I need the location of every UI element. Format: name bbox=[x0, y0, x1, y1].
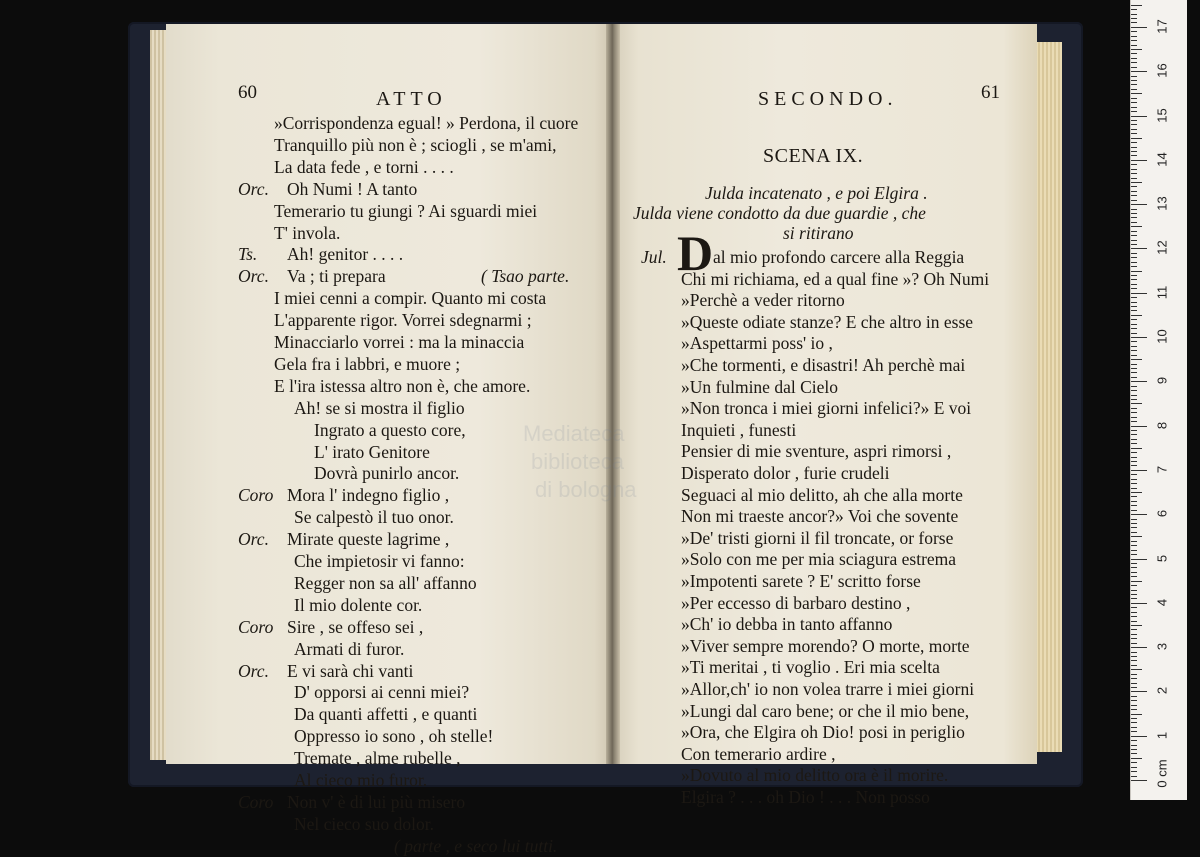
ruler-tick bbox=[1131, 36, 1137, 37]
ruler-tick bbox=[1131, 616, 1137, 617]
verse-line: »Impotenti sarete ? E' scritto forse bbox=[681, 571, 921, 591]
ruler-tick bbox=[1131, 598, 1137, 599]
ruler-tick bbox=[1131, 448, 1142, 449]
ruler-tick bbox=[1131, 22, 1137, 23]
ruler-tick bbox=[1131, 647, 1147, 648]
ruler-tick bbox=[1131, 474, 1137, 475]
ruler-tick bbox=[1131, 337, 1147, 338]
verse-line: Ah! genitor . . . . bbox=[287, 244, 404, 265]
ruler-tick bbox=[1131, 426, 1147, 427]
verse-line: La data fede , e torni . . . . bbox=[274, 156, 454, 177]
verse-line: »De' tristi giorni il fil troncate, or forse bbox=[681, 527, 954, 548]
ruler-tick bbox=[1131, 572, 1137, 573]
verse-line: Pensier di mie sventure, aspri rimorsi , bbox=[681, 441, 952, 462]
ruler-number: 6 bbox=[1154, 510, 1170, 518]
ruler-tick bbox=[1131, 129, 1137, 130]
ruler-tick bbox=[1131, 76, 1137, 77]
page-number-left: 60 bbox=[238, 82, 257, 103]
ruler-tick bbox=[1131, 319, 1137, 320]
ruler-tick bbox=[1131, 248, 1147, 249]
running-head-right: SECONDO. bbox=[758, 88, 898, 110]
stage-direction: ( Tsao parte. bbox=[481, 266, 570, 287]
verse-line: D' opporsi ai cenni miei? bbox=[294, 682, 470, 703]
verse-line: Nel cieco suo dolor. bbox=[294, 813, 434, 834]
verse-line: Mirate queste lagrime , bbox=[287, 529, 450, 550]
ruler-tick bbox=[1131, 209, 1137, 210]
ruler-tick bbox=[1131, 58, 1137, 59]
ruler-tick bbox=[1131, 222, 1137, 223]
ruler-tick bbox=[1131, 621, 1137, 622]
ruler-tick bbox=[1131, 178, 1137, 179]
ruler-tick bbox=[1131, 452, 1137, 453]
verse-line: Non v' è di lui più misero bbox=[287, 791, 466, 812]
speaker-label: Coro bbox=[238, 791, 274, 812]
speaker-label: Coro bbox=[238, 485, 274, 506]
verse-line: Al cieco mio furor. bbox=[294, 770, 428, 790]
drop-cap: D bbox=[677, 225, 714, 281]
ruler-tick bbox=[1131, 62, 1137, 63]
speaker-label: Orc. bbox=[238, 529, 269, 550]
ruler-tick bbox=[1131, 395, 1137, 396]
ruler-tick bbox=[1131, 9, 1137, 10]
ruler-tick bbox=[1131, 527, 1137, 528]
stage-direction: Julda viene condotto da due guardie , che bbox=[633, 203, 926, 223]
ruler-tick bbox=[1131, 709, 1137, 710]
speaker-label: Coro bbox=[238, 616, 274, 637]
ruler-tick bbox=[1131, 496, 1137, 497]
ruler-tick bbox=[1131, 160, 1147, 161]
ruler-tick bbox=[1131, 417, 1137, 418]
verse-line: Da quanti affetti , e quanti bbox=[294, 704, 478, 725]
ruler-tick bbox=[1131, 638, 1137, 639]
verse-line: Regger non sa all' affanno bbox=[294, 572, 477, 593]
ruler-tick bbox=[1131, 483, 1137, 484]
ruler-tick bbox=[1131, 563, 1137, 564]
ruler-tick bbox=[1131, 333, 1137, 334]
running-head-left: ATTO bbox=[376, 88, 447, 110]
ruler-tick bbox=[1131, 235, 1137, 236]
verse-line: Oppresso io sono , oh stelle! bbox=[294, 726, 494, 747]
ruler-tick bbox=[1131, 328, 1137, 329]
ruler-tick bbox=[1131, 590, 1137, 591]
ruler-tick bbox=[1131, 147, 1137, 148]
ruler-tick bbox=[1131, 505, 1137, 506]
ruler-tick bbox=[1131, 217, 1137, 218]
ruler-unit-label: 0 cm bbox=[1154, 759, 1170, 788]
verse-line: »Aspettarmi poss' io , bbox=[681, 333, 833, 354]
ruler-tick bbox=[1131, 683, 1137, 684]
verse-line: E vi sarà chi vanti bbox=[287, 660, 414, 681]
ruler-tick bbox=[1131, 457, 1137, 458]
left-page bbox=[166, 24, 612, 856]
scene-title: SCENA IX. bbox=[763, 145, 864, 167]
page-number-right: 61 bbox=[981, 82, 1000, 103]
ruler-tick bbox=[1131, 612, 1137, 613]
ruler-tick bbox=[1131, 696, 1137, 697]
ruler-tick bbox=[1131, 226, 1142, 227]
verse-line: I miei cenni a compir. Quanto mi costa bbox=[274, 288, 547, 309]
verse-line: T' invola. bbox=[274, 222, 341, 243]
ruler-tick bbox=[1131, 386, 1137, 387]
ruler-tick bbox=[1131, 665, 1137, 666]
ruler-tick bbox=[1131, 678, 1137, 679]
ruler-tick bbox=[1131, 204, 1147, 205]
ruler-tick bbox=[1131, 705, 1137, 706]
ruler-tick bbox=[1131, 492, 1142, 493]
ruler-tick bbox=[1131, 514, 1147, 515]
speaker-label: Orc. bbox=[238, 660, 269, 681]
ruler-number: 17 bbox=[1154, 19, 1170, 34]
verse-line: Chi mi richiama, ed a qual fine »? Oh Numi bbox=[681, 268, 990, 289]
ruler-tick bbox=[1131, 545, 1137, 546]
ruler-tick bbox=[1131, 585, 1137, 586]
ruler-number: 1 bbox=[1154, 731, 1170, 739]
verse-line: Gela fra i labbri, e muore ; bbox=[274, 353, 461, 374]
ruler-number: 12 bbox=[1154, 240, 1170, 256]
verse-line: Inquieti , funesti bbox=[681, 419, 797, 440]
ruler-tick bbox=[1131, 186, 1137, 187]
ruler-tick bbox=[1131, 634, 1137, 635]
ruler-tick bbox=[1131, 576, 1137, 577]
verse-line: »Un fulmine dal Cielo bbox=[681, 376, 838, 397]
ruler-tick bbox=[1131, 727, 1137, 728]
ruler-tick bbox=[1131, 731, 1137, 732]
verse-line: Disperato dolor , furie crudeli bbox=[681, 463, 890, 483]
ruler-tick bbox=[1131, 399, 1137, 400]
verse-line: Sire , se offeso sei , bbox=[287, 616, 424, 637]
ruler-tick bbox=[1131, 5, 1142, 6]
ruler-tick bbox=[1131, 200, 1137, 201]
ruler-tick bbox=[1131, 306, 1137, 307]
ruler-tick bbox=[1131, 501, 1137, 502]
verse-line: Va ; ti prepara bbox=[287, 266, 386, 287]
verse-line: »Viver sempre morendo? O morte, morte bbox=[681, 635, 970, 656]
verse-line: Minacciarlo vorrei : ma la minaccia bbox=[274, 332, 525, 352]
ruler-tick bbox=[1131, 310, 1137, 311]
verse-line: Se calpestò il tuo onor. bbox=[294, 507, 454, 528]
ruler-tick bbox=[1131, 341, 1137, 342]
ruler-tick bbox=[1131, 124, 1137, 125]
book-gutter bbox=[606, 24, 620, 764]
verse-line: Tremate , alme rubelle , bbox=[294, 748, 461, 769]
ruler-tick bbox=[1131, 293, 1147, 294]
ruler-tick bbox=[1131, 652, 1137, 653]
ruler-tick bbox=[1131, 315, 1142, 316]
ruler-tick bbox=[1131, 169, 1137, 170]
verse-line: »Per eccesso di barbaro destino , bbox=[681, 592, 911, 613]
ruler-tick bbox=[1131, 740, 1137, 741]
ruler-tick bbox=[1131, 173, 1137, 174]
verse-line: »Perchè a veder ritorno bbox=[681, 290, 845, 311]
ruler-tick bbox=[1131, 722, 1137, 723]
stage-direction: ( parte , e seco lui tutti. bbox=[394, 835, 558, 856]
verse-line: »Solo con me per mia sciagura estrema bbox=[681, 549, 957, 570]
ruler-tick bbox=[1131, 674, 1137, 675]
ruler-tick bbox=[1131, 324, 1137, 325]
ruler-tick bbox=[1131, 687, 1137, 688]
verse-line: Elgira ? . . . oh Dio ! . . . Non posso bbox=[681, 787, 930, 807]
ruler-tick bbox=[1131, 244, 1137, 245]
verse-line: Seguaci al mio delitto, ah che alla morte bbox=[681, 484, 963, 505]
ruler-tick bbox=[1131, 656, 1137, 657]
ruler-tick bbox=[1131, 262, 1137, 263]
ruler-tick bbox=[1131, 359, 1142, 360]
ruler-tick bbox=[1131, 519, 1137, 520]
verse-line: »Corrispondenza egual! » Perdona, il cuore bbox=[274, 113, 579, 133]
ruler-tick bbox=[1131, 355, 1137, 356]
ruler-number: 10 bbox=[1154, 329, 1170, 344]
ruler-number: 5 bbox=[1154, 554, 1170, 562]
ruler-tick bbox=[1131, 93, 1142, 94]
ruler-tick bbox=[1131, 164, 1137, 165]
ruler-tick bbox=[1131, 767, 1137, 768]
verse-line: Oh Numi ! A tanto bbox=[287, 178, 418, 199]
ruler-tick bbox=[1131, 749, 1137, 750]
ruler-tick bbox=[1131, 67, 1137, 68]
ruler-tick bbox=[1131, 266, 1137, 267]
ruler-tick bbox=[1131, 594, 1137, 595]
ruler-tick bbox=[1131, 98, 1137, 99]
ruler-tick bbox=[1131, 284, 1137, 285]
verse-line: Dovrà punirlo ancor. bbox=[314, 463, 460, 484]
ruler-tick bbox=[1131, 120, 1137, 121]
ruler-tick bbox=[1131, 714, 1142, 715]
ruler-tick bbox=[1131, 536, 1142, 537]
ruler-tick bbox=[1131, 372, 1137, 373]
verse-line: Tranquillo più non è ; sciogli , se m'ami, bbox=[274, 134, 557, 155]
stage-direction: si ritirano bbox=[783, 223, 854, 243]
ruler-tick bbox=[1131, 643, 1137, 644]
verse-line: Armati di furor. bbox=[294, 638, 405, 659]
verse-line: Che impietosir vi fanno: bbox=[294, 551, 465, 571]
ruler-tick bbox=[1131, 89, 1137, 90]
ruler-tick bbox=[1131, 155, 1137, 156]
ruler-number: 3 bbox=[1154, 642, 1170, 651]
verse-line: »Ch' io debba in tanto affanno bbox=[681, 614, 893, 635]
ruler-tick bbox=[1131, 470, 1147, 471]
ruler-tick bbox=[1131, 84, 1137, 85]
ruler-tick bbox=[1131, 439, 1137, 440]
ruler-tick bbox=[1131, 412, 1137, 413]
stage-direction: Julda incatenato , e poi Elgira . bbox=[705, 183, 928, 203]
verse-line: »Ora, che Elgira oh Dio! posi in periglio bbox=[681, 722, 965, 743]
ruler-tick bbox=[1131, 718, 1137, 719]
measurement-ruler bbox=[1130, 0, 1187, 800]
ruler-tick bbox=[1131, 102, 1137, 103]
ruler-tick bbox=[1131, 31, 1137, 32]
ruler-tick bbox=[1131, 691, 1147, 692]
ruler-number: 2 bbox=[1154, 687, 1170, 695]
ruler-tick bbox=[1131, 191, 1137, 192]
ruler-tick bbox=[1131, 297, 1137, 298]
ruler-tick bbox=[1131, 27, 1147, 28]
ruler-tick bbox=[1131, 554, 1137, 555]
ruler-tick bbox=[1131, 581, 1142, 582]
speaker-label: Orc. bbox=[238, 178, 269, 199]
ruler-tick bbox=[1131, 142, 1137, 143]
verse-line: »Non tronca i miei giorni infelici?» E voi bbox=[681, 398, 972, 419]
ruler-tick bbox=[1131, 40, 1137, 41]
verse-line: »Che tormenti, e disastri! Ah perchè mai bbox=[681, 355, 966, 375]
ruler-number: 13 bbox=[1154, 196, 1170, 211]
right-page bbox=[613, 24, 1037, 807]
ruler-tick bbox=[1131, 736, 1147, 737]
ruler-tick bbox=[1131, 346, 1137, 347]
ruler-tick bbox=[1131, 776, 1137, 777]
ruler-tick bbox=[1131, 488, 1137, 489]
ruler-tick bbox=[1131, 629, 1137, 630]
ruler-tick bbox=[1131, 138, 1142, 139]
ruler-tick bbox=[1131, 660, 1137, 661]
ruler-number: 16 bbox=[1154, 63, 1170, 78]
ruler-tick bbox=[1131, 523, 1137, 524]
ruler-number: 14 bbox=[1154, 152, 1170, 167]
ruler-tick bbox=[1131, 625, 1142, 626]
speaker-label: Jul. bbox=[641, 247, 667, 267]
ruler-tick bbox=[1131, 364, 1137, 365]
ruler-tick bbox=[1131, 603, 1147, 604]
verse-line: »Ti meritai , ti voglio . Eri mia scelta bbox=[681, 657, 940, 678]
ruler-number: 9 bbox=[1154, 377, 1170, 385]
verse-line: L' irato Genitore bbox=[314, 441, 430, 462]
ruler-tick bbox=[1131, 213, 1137, 214]
ruler-tick bbox=[1131, 479, 1137, 480]
verse-line: »Lungi dal caro bene; or che il mio bene, bbox=[681, 700, 970, 721]
verse-line: Temerario tu giungi ? Ai sguardi miei bbox=[274, 200, 538, 221]
ruler-tick bbox=[1131, 253, 1137, 254]
ruler-number: 4 bbox=[1154, 598, 1170, 606]
ruler-tick bbox=[1131, 758, 1142, 759]
ruler-tick bbox=[1131, 368, 1137, 369]
ruler-tick bbox=[1131, 116, 1147, 117]
verse-line: E l'ira istessa altro non è, che amore. bbox=[274, 375, 531, 396]
ruler-tick bbox=[1131, 302, 1137, 303]
ruler-tick bbox=[1131, 434, 1137, 435]
verse-line: Ingrato a questo core, bbox=[314, 419, 466, 440]
ruler-tick bbox=[1131, 669, 1142, 670]
verse-line: Ah! se si mostra il figlio bbox=[294, 397, 465, 418]
ruler-tick bbox=[1131, 18, 1137, 19]
verse-line: al mio profondo carcere alla Reggia bbox=[713, 247, 965, 267]
ruler-tick bbox=[1131, 275, 1137, 276]
verse-line: »Allor,ch' io non volea trarre i miei giorni bbox=[681, 679, 975, 699]
ruler-tick bbox=[1131, 350, 1137, 351]
ruler-tick bbox=[1131, 240, 1137, 241]
ruler-tick bbox=[1131, 257, 1137, 258]
ruler-tick bbox=[1131, 559, 1147, 560]
ruler-tick bbox=[1131, 461, 1137, 462]
ruler-tick bbox=[1131, 567, 1137, 568]
ruler-tick bbox=[1131, 762, 1137, 763]
ruler-number: 15 bbox=[1154, 107, 1170, 123]
speaker-label: Orc. bbox=[238, 266, 269, 287]
ruler-number: 7 bbox=[1154, 465, 1170, 474]
ruler-tick bbox=[1131, 771, 1137, 772]
ruler-tick bbox=[1131, 377, 1137, 378]
ruler-tick bbox=[1131, 465, 1137, 466]
ruler-tick bbox=[1131, 182, 1142, 183]
ruler-tick bbox=[1131, 111, 1137, 112]
verse-line: »Dovuto al mio delitto ora è il morire. bbox=[681, 765, 949, 786]
ruler-tick bbox=[1131, 700, 1137, 701]
ruler-tick bbox=[1131, 231, 1137, 232]
ruler-tick bbox=[1131, 14, 1137, 15]
verse-line: Non mi traeste ancor?» Voi che sovente bbox=[681, 506, 959, 527]
ruler-tick bbox=[1131, 408, 1137, 409]
ruler-tick bbox=[1131, 443, 1137, 444]
ruler-tick bbox=[1131, 271, 1142, 272]
verse-line: Con temerario ardire , bbox=[681, 743, 836, 764]
ruler-tick bbox=[1131, 532, 1137, 533]
verse-line: »Queste odiate stanze? E che altro in esse bbox=[681, 311, 974, 332]
ruler-tick bbox=[1131, 745, 1137, 746]
speaker-label: Ts. bbox=[238, 244, 258, 265]
ruler-number: 8 bbox=[1154, 421, 1170, 429]
ruler-tick bbox=[1131, 753, 1137, 754]
ruler-tick bbox=[1131, 381, 1147, 382]
ruler-tick bbox=[1131, 107, 1137, 108]
ruler-tick bbox=[1131, 195, 1137, 196]
ruler-tick bbox=[1131, 510, 1137, 511]
verse-line: L'apparente rigor. Vorrei sdegnarmi ; bbox=[274, 310, 532, 331]
ruler-tick bbox=[1131, 80, 1137, 81]
ruler-tick bbox=[1131, 151, 1137, 152]
ruler-tick bbox=[1131, 403, 1142, 404]
ruler-tick bbox=[1131, 390, 1137, 391]
ruler-tick bbox=[1131, 49, 1142, 50]
ruler-number: 11 bbox=[1154, 285, 1170, 299]
ruler-tick bbox=[1131, 288, 1137, 289]
ruler-tick bbox=[1131, 71, 1147, 72]
verse-line: Mora l' indegno figlio , bbox=[287, 485, 450, 506]
ruler-tick bbox=[1131, 53, 1137, 54]
ruler-tick bbox=[1131, 607, 1137, 608]
ruler-tick bbox=[1131, 421, 1137, 422]
ruler-tick bbox=[1131, 45, 1137, 46]
ruler-tick bbox=[1131, 430, 1137, 431]
ruler-tick bbox=[1131, 541, 1137, 542]
ruler-tick bbox=[1131, 133, 1137, 134]
ruler-tick bbox=[1131, 279, 1137, 280]
verse-line: Il mio dolente cor. bbox=[294, 594, 423, 615]
ruler-tick bbox=[1131, 550, 1137, 551]
ruler-tick bbox=[1131, 780, 1147, 781]
